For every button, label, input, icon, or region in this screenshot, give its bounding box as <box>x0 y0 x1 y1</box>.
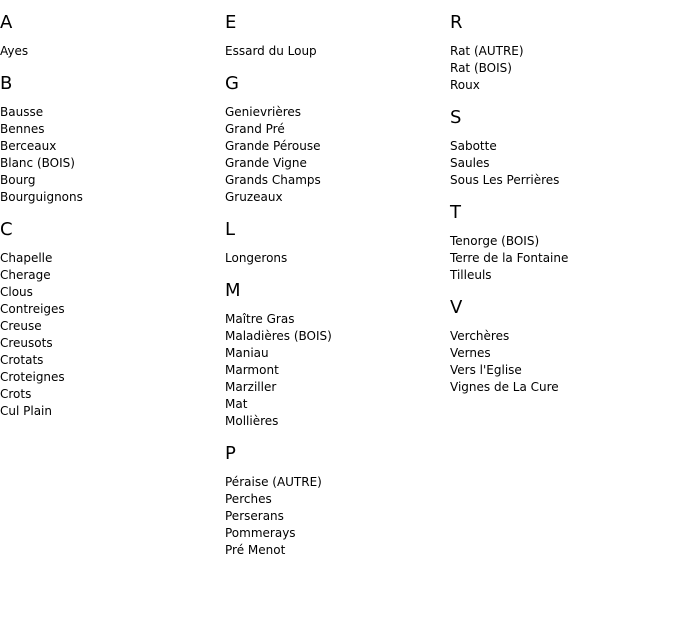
index-column-3 <box>450 12 670 409</box>
list-item <box>225 155 445 172</box>
place-link[interactable]: Perserans <box>225 509 284 523</box>
list-item <box>225 525 445 542</box>
list-item <box>225 121 445 138</box>
place-link[interactable]: Cul Plain <box>0 404 52 418</box>
letter-group <box>450 202 670 284</box>
place-link[interactable]: Tilleuls <box>450 268 492 282</box>
place-link[interactable]: Creusots <box>0 336 53 350</box>
list-item <box>225 508 445 525</box>
list-item <box>225 104 445 121</box>
place-link[interactable]: Maître Gras <box>225 312 295 326</box>
list-item <box>450 172 670 189</box>
letter-heading: R <box>450 12 463 33</box>
list-item <box>225 345 445 362</box>
index-column-2 <box>225 12 445 572</box>
place-link[interactable]: Pré Menot <box>225 543 286 557</box>
place-list <box>0 43 220 60</box>
place-list <box>225 250 445 267</box>
letter-group <box>0 219 220 420</box>
place-link[interactable]: Vernes <box>450 346 491 360</box>
place-link[interactable]: Contreiges <box>0 302 65 316</box>
list-item <box>450 379 670 396</box>
place-list <box>0 104 220 206</box>
list-item <box>0 155 220 172</box>
list-item <box>225 396 445 413</box>
list-item <box>225 43 445 60</box>
list-item <box>0 172 220 189</box>
letter-group <box>450 12 670 94</box>
place-link[interactable]: Ayes <box>0 44 29 58</box>
list-item <box>0 121 220 138</box>
list-item <box>450 77 670 94</box>
list-item <box>0 250 220 267</box>
list-item <box>450 345 670 362</box>
place-link[interactable]: Rat (BOIS) <box>450 61 512 75</box>
letter-heading: L <box>225 219 236 240</box>
place-list <box>225 43 445 60</box>
list-item <box>0 301 220 318</box>
list-item <box>450 250 670 267</box>
list-item <box>450 60 670 77</box>
list-item <box>0 335 220 352</box>
letter-heading: G <box>225 73 239 94</box>
place-link[interactable]: Terre de la Fontaine <box>450 251 569 265</box>
place-link[interactable]: Saules <box>450 156 490 170</box>
letter-group <box>0 12 220 60</box>
place-list <box>450 328 670 396</box>
place-link[interactable]: Vers l'Eglise <box>450 363 522 377</box>
letter-heading: A <box>0 12 13 33</box>
list-item <box>225 542 445 559</box>
list-item <box>450 362 670 379</box>
letter-heading: V <box>450 297 463 318</box>
list-item <box>450 328 670 345</box>
place-link[interactable]: Creuse <box>0 319 42 333</box>
place-link[interactable]: Sous Les Perrières <box>450 173 560 187</box>
place-link[interactable]: Crotats <box>0 353 44 367</box>
place-link[interactable]: Rat (AUTRE) <box>450 44 524 58</box>
list-item <box>225 491 445 508</box>
place-link[interactable]: Grand Pré <box>225 122 285 136</box>
place-link[interactable]: Grands Champs <box>225 173 321 187</box>
list-item <box>450 233 670 250</box>
place-link[interactable]: Maniau <box>225 346 269 360</box>
place-link[interactable]: Chapelle <box>0 251 53 265</box>
place-link[interactable]: Marziller <box>225 380 277 394</box>
letter-group <box>225 12 445 60</box>
place-link[interactable]: Crots <box>0 387 32 401</box>
letter-heading: P <box>225 443 236 464</box>
list-item <box>0 267 220 284</box>
place-link[interactable]: Péraise (AUTRE) <box>225 475 322 489</box>
list-item <box>225 189 445 206</box>
list-item <box>0 138 220 155</box>
place-list <box>225 104 445 206</box>
letter-heading: E <box>225 12 237 33</box>
place-link[interactable]: Mollières <box>225 414 279 428</box>
place-link[interactable]: Bausse <box>0 105 44 119</box>
list-item <box>0 403 220 420</box>
place-link[interactable]: Verchères <box>450 329 510 343</box>
letter-group <box>450 107 670 189</box>
list-item <box>0 189 220 206</box>
place-link[interactable]: Marmont <box>225 363 279 377</box>
list-item <box>450 155 670 172</box>
place-link[interactable]: Pommerays <box>225 526 296 540</box>
list-item <box>225 379 445 396</box>
list-item <box>225 250 445 267</box>
list-item <box>450 267 670 284</box>
place-link[interactable]: Gruzeaux <box>225 190 283 204</box>
place-list <box>450 233 670 284</box>
place-link[interactable]: Essard du Loup <box>225 44 317 58</box>
place-link[interactable]: Tenorge (BOIS) <box>450 234 540 248</box>
letter-group <box>225 280 445 430</box>
place-link[interactable]: Grande Vigne <box>225 156 307 170</box>
place-link[interactable]: Berceaux <box>0 139 57 153</box>
letter-heading: T <box>450 202 461 223</box>
list-item <box>0 104 220 121</box>
list-item <box>225 172 445 189</box>
place-link[interactable]: Croteignes <box>0 370 65 384</box>
place-link[interactable]: Bourg <box>0 173 36 187</box>
letter-heading: M <box>225 280 241 301</box>
list-item <box>225 474 445 491</box>
place-link[interactable]: Maladières (BOIS) <box>225 329 332 343</box>
place-list <box>225 474 445 559</box>
place-link[interactable]: Clous <box>0 285 33 299</box>
place-link[interactable]: Roux <box>450 78 480 92</box>
list-item <box>0 43 220 60</box>
letter-heading: C <box>0 219 13 240</box>
list-item <box>225 328 445 345</box>
list-item <box>225 362 445 379</box>
list-item <box>225 311 445 328</box>
list-item <box>225 413 445 430</box>
list-item <box>0 369 220 386</box>
letter-group <box>225 443 445 559</box>
list-item <box>450 43 670 60</box>
list-item <box>450 138 670 155</box>
place-link[interactable]: Sabotte <box>450 139 497 153</box>
place-link[interactable]: Vignes de La Cure <box>450 380 559 394</box>
place-list <box>450 138 670 189</box>
list-item <box>0 284 220 301</box>
list-item <box>0 352 220 369</box>
place-link[interactable]: Grande Pérouse <box>225 139 321 153</box>
place-link[interactable]: Perches <box>225 492 272 506</box>
place-link[interactable]: Bennes <box>0 122 45 136</box>
place-link[interactable]: Longerons <box>225 251 288 265</box>
place-list <box>0 250 220 420</box>
letter-group <box>0 73 220 206</box>
place-list <box>450 43 670 94</box>
letter-group <box>225 219 445 267</box>
list-item <box>0 318 220 335</box>
place-link[interactable]: Blanc (BOIS) <box>0 156 75 170</box>
place-link[interactable]: Cherage <box>0 268 51 282</box>
letter-group <box>450 297 670 396</box>
place-link[interactable]: Genievrières <box>225 105 302 119</box>
letter-group <box>225 73 445 206</box>
place-link[interactable]: Mat <box>225 397 248 411</box>
list-item <box>225 138 445 155</box>
letter-heading: B <box>0 73 13 94</box>
list-item <box>0 386 220 403</box>
place-list <box>225 311 445 430</box>
index-column-1 <box>0 12 220 433</box>
place-link[interactable]: Bourguignons <box>0 190 83 204</box>
letter-heading: S <box>450 107 462 128</box>
